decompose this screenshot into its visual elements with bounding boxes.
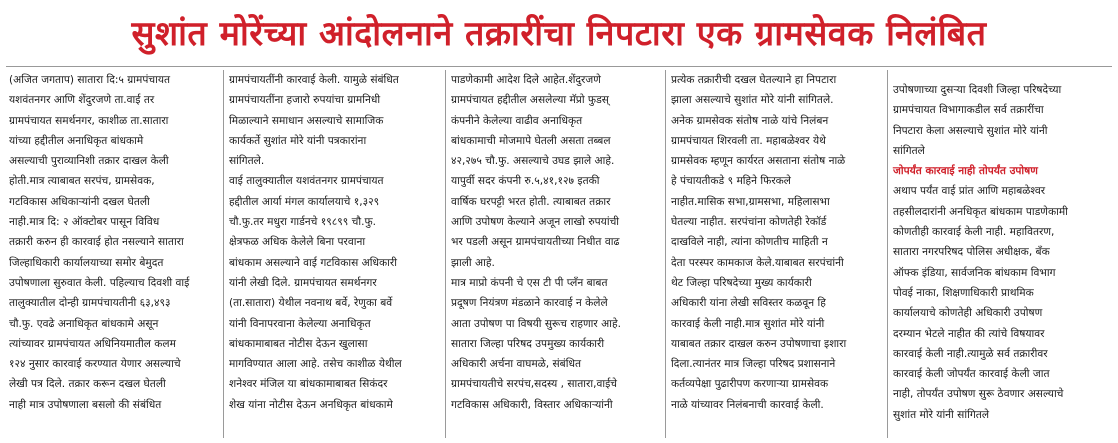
article-line: ग्रामसेवक म्हणून कार्यरत असताना संतोष नाळे	[671, 155, 846, 168]
article-line: ग्रामपंचायतींना हजारो रुपयांचा ग्रामनिधी	[229, 94, 381, 107]
article-line: तक्रारी करुन ही कारवाई होत नसल्याने सातारा	[9, 236, 184, 249]
article-line: यांनी लेखी दिले. ग्रामपंचायत समर्थनगर	[229, 276, 377, 289]
article-line: पोवई नाका, शिक्षणाधिकारी प्राथमिक	[893, 286, 1034, 299]
article-line: गटविकास अधिकारी, विस्तार अधिकाऱ्यांनी	[451, 398, 613, 411]
article-line: ग्रामपंचायतींनी कारवाई केली. यामुळे संबंधित	[229, 74, 399, 86]
article-line: ४२,२७५ चौ.फु. असल्याचे उघड झाले आहे.	[451, 155, 615, 168]
article-line: उपोषणाला सुरुवात केली. पहिल्याच दिवशी वाई	[9, 276, 190, 289]
article-line: सांगितले.	[229, 155, 265, 168]
article-line: मिळाल्याने समाधान असल्याचे सामाजिक	[229, 114, 384, 127]
article-line: ग्रामपंचायत हद्दीतील असलेल्या मॅप्रो फुडस्	[451, 94, 609, 107]
article-line: कार्यालयाचे कोणतेही अधिकारी उपोषण	[893, 307, 1043, 320]
headline-divider	[6, 66, 1112, 67]
article-line: आणि उपोषण केल्याने अजून लाखो रुपयांची	[451, 216, 620, 229]
article-line: दरम्यान भेटले नाहीत की त्यांचे विषयावर	[893, 327, 1045, 340]
headline: सुशांत मोरेंच्या आंदोलनाने तक्रारींचा निपटारा एक ग्रामसेवक निलंबित	[131, 14, 987, 54]
article-line: ग्रामपंचायतीचे सरपंच,सदस्य , सातारा,वाईचे	[451, 378, 618, 391]
article-line: कोणतीही कारवाई केली नाही. महावितरण,	[893, 226, 1055, 239]
article-line: असल्याची पुराव्यानिशी तक्रार दाखल केली	[9, 155, 169, 168]
article-line: देता परस्पर कामकाज केले.याबाबत सरपंचांनी	[671, 256, 844, 269]
article-line: कारवाई केली नाही.त्यामुळे सर्व तक्रारीवर	[893, 347, 1048, 360]
article-line: सातारा जिल्हा परिषद उपमुख्य कार्यकारी	[451, 337, 605, 350]
article-line: लेखी पत्र दिले. तक्रार करून दखल घेतली	[9, 378, 166, 391]
article-line: ग्रामपंचायत विभागाकडील सर्व तक्रारींचा	[893, 104, 1044, 117]
article-line: मागविण्यात आला आहे. तसेच काशीळ येथील	[229, 358, 402, 371]
article-line: तालुक्यातील दोन्ही ग्रामपंचायतीनी ६३,४९३	[9, 297, 171, 310]
article-line: बांधकामाबाबत नोटीस देऊन खुलासा	[229, 337, 368, 350]
article-line: ग्रामपंचायत शिरवली ता. महाबळेश्वर येथे	[671, 134, 826, 147]
article-line: यापुर्वी सदर कंपनी रु.५,४१,१२७ इतकी	[451, 175, 600, 188]
article-line: अनेक ग्रामसेवक संतोष नाळे यांचे निलंबन	[671, 114, 829, 127]
article-line: निपटारा केला असल्याचे सुशांत मोरे यांनी	[893, 124, 1048, 137]
article-line: चौ.फु.तर मधुरा गार्डनचे १९८९९ चौ.फु.	[229, 216, 377, 229]
article-line: त्यांच्यावर ग्रामपंचायत अधिनियमातील कलम	[9, 337, 176, 350]
article-line: झाला असल्याचे सुशांत मोरे यांनी सांगितले.	[671, 94, 834, 107]
article-line: हद्दीतील आर्या मंगल कार्यालयाचे १,३२९	[229, 195, 380, 208]
article-line: दिला.त्यानंतर मात्र जिल्हा परिषद प्रशासनाने	[671, 358, 836, 371]
article-line: वाई तालुक्यातील यशवंतनगर ग्रामपंचायत	[229, 175, 384, 188]
article-line: कार्यकर्ते सुशांत मोरे यांनी पत्रकारांना	[229, 134, 367, 147]
article-column-3	[446, 70, 666, 438]
article-line: यशवंतनगर आणि शेंदुरजणे ता.वाई तर	[9, 94, 155, 107]
article-line: प्रदूषण नियंत्रण मंडळाने कारवाई न केलेले	[451, 297, 608, 310]
article-line: ऑफ्क इंडिया, सार्वजनिक बांधकाम विभाग	[893, 266, 1056, 279]
article-line: मात्र माप्रो कंपनी चे एस टी पी प्लँन बाबत	[451, 276, 608, 289]
article-columns	[4, 70, 1114, 438]
article-line: कर्तव्यपेक्षा पुढारीपण करणाऱ्या ग्रामसेवक	[671, 378, 829, 391]
article-line: दाखविले नाही, त्यांना कोणतीच माहिती न	[671, 236, 828, 249]
article-line: हे पंचायतीकडे ९ महिने फिरकले	[671, 175, 791, 188]
article-line: नाही, तोपर्यंत उपोषण सुरू ठेवणार असल्याचे	[893, 388, 1064, 401]
article-line: कंपनीने केलेल्या वाढीव अनाधिकृत	[451, 114, 583, 127]
article-line: अधिकारी अर्चना वाघमळे, संबंधित	[451, 358, 582, 371]
article-line: क्षेत्रफळ अधिक केलेले बिना परवाना	[229, 236, 366, 249]
article-line: थेट जिल्हा परिषदेच्या मुख्य कार्यकारी	[671, 276, 812, 289]
article-line: तहसीलदारांनी अनधिकृत बांधकाम पाडणेकामी	[893, 205, 1068, 218]
article-line: (ता.सातारा) येथील नवनाथ बर्वे, रेणुका बर्वे	[229, 297, 393, 310]
article-line: शनेश्वर मंजिल या बांधकामाबाबत सिकंदर	[229, 378, 388, 391]
article-line: चौ.फु. एवढे अनाधिकृत बांधकामे असून	[9, 317, 159, 330]
article-column-5	[888, 70, 1114, 438]
article-line: पाडणेकामी आदेश दिले आहेत.शेंदुरजणे	[451, 74, 601, 86]
article-subheading: जोपर्यंत कारवाई नाही तोपर्यंत उपोषण	[893, 165, 1038, 178]
article-line: भर पडली असून ग्रामपंचायतीच्या निधीत वाढ	[451, 236, 620, 249]
article-line: होती.मात्र त्याबाबत सरपंच, ग्रामसेवक,	[9, 175, 155, 188]
article-line: नाही मात्र उपोषणाला बसलो की संबंधित	[9, 398, 162, 411]
article-line: घेतल्या नाहीत. सरपंचांना कोणतेही रेकॉर्ड	[671, 216, 827, 229]
article-line: १२४ नुसार कारवाई करण्यात येणार असल्याचे	[9, 358, 181, 371]
article-line: सुशांत मोरे यांनी सांगितले	[893, 408, 990, 421]
article-line: अथाप पर्यंत वाई प्रांत आणि महाबळेश्वर	[893, 185, 1046, 198]
article-line: उपोषणाच्या दुसऱ्या दिवशी जिल्हा परिषदेच्या	[893, 84, 1062, 96]
article-line: सातारा नगरपरिषद पोलिस अधीक्षक, बँक	[893, 246, 1050, 259]
article-column-1	[4, 70, 224, 438]
article-line: बांधकामाची मोजमापे घेतली असता तब्बल	[451, 134, 611, 147]
article-line: आता उपोषण पा विषयी सुरूच राहणार आहे.	[451, 317, 621, 330]
article-line: जिल्हाधिकारी कार्यालयाच्या समोर बेमुदत	[9, 256, 164, 269]
article-line: नाळे यांच्यावर निलंबनाची कारवाई केली.	[671, 398, 824, 411]
article-line: सांगितले	[893, 144, 925, 157]
article-line: (अजित जगताप) सातारा दि:५ ग्रामपंचायत	[9, 74, 171, 86]
article-line: नाहीत.मासिक सभा,ग्रामसभा, महिलासभा	[671, 195, 830, 208]
article-line: शेख यांना नोटीस देऊन अनधिकृत बांधकामे	[229, 398, 393, 411]
article-line: नाही.मात्र दि: २ ऑक्टोबर पासून विविध	[9, 216, 160, 229]
article-line: कारवाई केली नाही.मात्र सुशांत मोरे यांनी	[671, 317, 825, 330]
article-line: वार्षिक घरपट्टी भरत होती. त्याबाबत तक्रार	[451, 195, 611, 208]
article-line: कारवाई केली जोपर्यंत कारवाई केली जात	[893, 368, 1050, 381]
article-line: अधिकारी यांना लेखी सविस्तर कळवून हि	[671, 297, 826, 310]
article-column-4	[666, 70, 888, 438]
article-line: याबाबत तक्रार दाखल करुन उपोषणाचा इशारा	[671, 337, 847, 350]
article-line: बांधकाम असल्याने वाई गटविकास अधिकारी	[229, 256, 397, 269]
article-line: झाली आहे.	[451, 256, 495, 269]
article-column-2	[224, 70, 446, 438]
article-line: प्रत्येक तक्रारीची दखल घेतल्याने हा निपटारा	[671, 74, 837, 86]
article-line: गटविकास अधिकाऱ्यांनी दखल घेतली	[9, 195, 150, 208]
article-line: यांच्या हद्दीतील अनाधिकृत बांधकामे	[9, 134, 144, 147]
article-line: यांनी विनापरवाना केलेल्या अनाधिकृत	[229, 317, 371, 330]
article-line: ग्रामपंचायत समर्थनगर, काशीळ ता.सातारा	[9, 114, 169, 127]
